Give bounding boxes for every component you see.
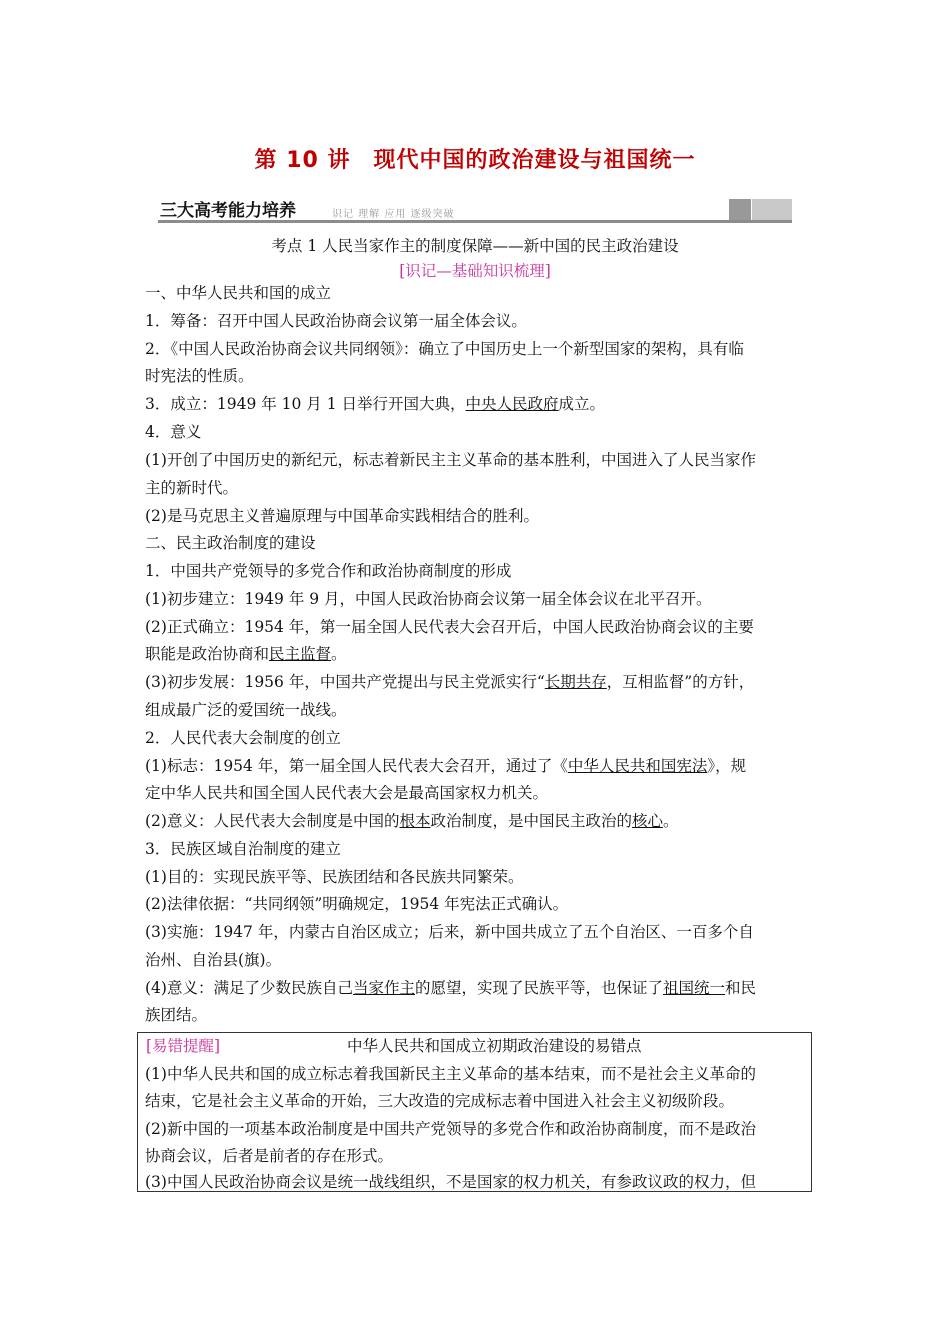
lesson-title: 第 10 讲 现代中国的政治建设与祖国统一: [254, 148, 696, 173]
text-line: 2．《中国人民政治协商会议共同纲领》：确立了中国历史上一个新型国家的架构，具有临: [145, 340, 744, 358]
tip-line: 协商会议，后者是前者的存在形式。: [145, 1147, 394, 1165]
topic-heading: 考点 1 人民当家作主的制度保障——新中国的民主政治建设: [271, 237, 679, 255]
text-line: (1)初步建立：1949 年 9 月，中国人民政治协商会议第一届全体会议在北平召开。: [145, 590, 712, 608]
text-line: 主的新时代。: [145, 479, 239, 497]
text-line: (2)正式确立：1954 年，第一届全国人民代表大会召开后，中国人民政治协商会议的主要: [145, 618, 754, 636]
text-line: 4．意义: [145, 423, 202, 441]
text-line: 1．筹备：召开中国人民政治协商会议第一届全体会议。: [145, 312, 527, 330]
underlined-term: 根本: [399, 812, 431, 830]
text-line: 3．成立：1949 年 10 月 1 日举行开国大典，中央人民政府成立。: [145, 395, 606, 413]
text-line: (2)法律依据：“共同纲领”明确规定，1954 年宪法正式确认。: [145, 895, 569, 913]
underlined-term: 长期共存: [544, 673, 607, 691]
tip-label: [易错提醒]: [146, 1037, 221, 1055]
text-line: (1)标志：1954 年，第一届全国人民代表大会召开，通过了《中华人民共和国宪法》，规: [145, 757, 747, 775]
heading-founding: 一、中华人民共和国的成立: [145, 284, 332, 302]
text-line: 3．民族区域自治制度的建立: [145, 840, 341, 858]
banner-light-block: [752, 199, 792, 220]
text-line: (3)实施：1947 年，内蒙古自治区成立；后来，新中国共成立了五个自治区、一百多个自: [145, 923, 754, 941]
tip-line: (3)中国人民政治协商会议是统一战线组织，不是国家的权力机关，有参政议政的权力，但: [145, 1173, 756, 1191]
heading-democracy: 二、民主政治制度的建设: [145, 534, 316, 552]
text-line: (4)意义：满足了少数民族自己当家作主的愿望，实现了民族平等，也保证了祖国统一和民: [145, 979, 757, 997]
text-line: 1．中国共产党领导的多党合作和政治协商制度的形成: [145, 562, 512, 580]
text-line: 时宪法的性质。: [145, 367, 254, 385]
text-line: 组成最广泛的爱国统一战线。: [145, 701, 347, 719]
subsection-heading: [识记—基础知识梳理]: [399, 262, 551, 280]
text-line: 族团结。: [145, 1006, 208, 1024]
text-line: 职能是政治协商和民主监督。: [145, 645, 347, 663]
text-line: (2)意义：人民代表大会制度是中国的根本政治制度，是中国民主政治的核心。: [145, 812, 679, 830]
underlined-term: 中华人民共和国宪法: [567, 757, 708, 775]
text-line: (1)开创了中国历史的新纪元，标志着新民主主义革命的基本胜利，中国进入了人民当家作: [145, 451, 756, 469]
underlined-term: 中央人民政府: [465, 395, 559, 413]
section-banner: [158, 199, 792, 223]
text-line: 治州、自治县(旗)。: [145, 951, 282, 969]
underlined-term: 民主监督: [269, 645, 332, 663]
mistake-tip-box: [137, 1032, 812, 1192]
text-line: (1)目的：实现民族平等、民族团结和各民族共同繁荣。: [145, 868, 524, 886]
text-line: 2．人民代表大会制度的创立: [145, 729, 341, 747]
underlined-term: 核心: [632, 812, 664, 830]
banner-dark-block: [729, 199, 751, 220]
banner-title: 三大高考能力培养: [160, 201, 296, 221]
banner-subtitle: 识记 理解 应用 逐级突破: [332, 209, 455, 220]
text-line: (2)是马克思主义普遍原理与中国革命实践相结合的胜利。: [145, 507, 539, 525]
underlined-term: 祖国统一: [663, 979, 726, 997]
text-line: 定中华人民共和国全国人民代表大会是最高国家权力机关。: [145, 784, 549, 802]
tip-title: 中华人民共和国成立初期政治建设的易错点: [347, 1037, 642, 1055]
tip-line: (1)中华人民共和国的成立标志着我国新民主主义革命的基本结束，而不是社会主义革命的: [145, 1065, 756, 1083]
text-line: (3)初步发展：1956 年，中国共产党提出与民主党派实行“长期共存，互相监督”的方针，: [145, 673, 755, 691]
tip-line: 结束，它是社会主义革命的开始，三大改造的完成标志着中国进入社会主义初级阶段。: [145, 1092, 735, 1110]
tip-line: (2)新中国的一项基本政治制度是中国共产党领导的多党合作和政治协商制度，而不是政治: [145, 1120, 756, 1138]
underlined-term: 当家作主: [352, 979, 415, 997]
